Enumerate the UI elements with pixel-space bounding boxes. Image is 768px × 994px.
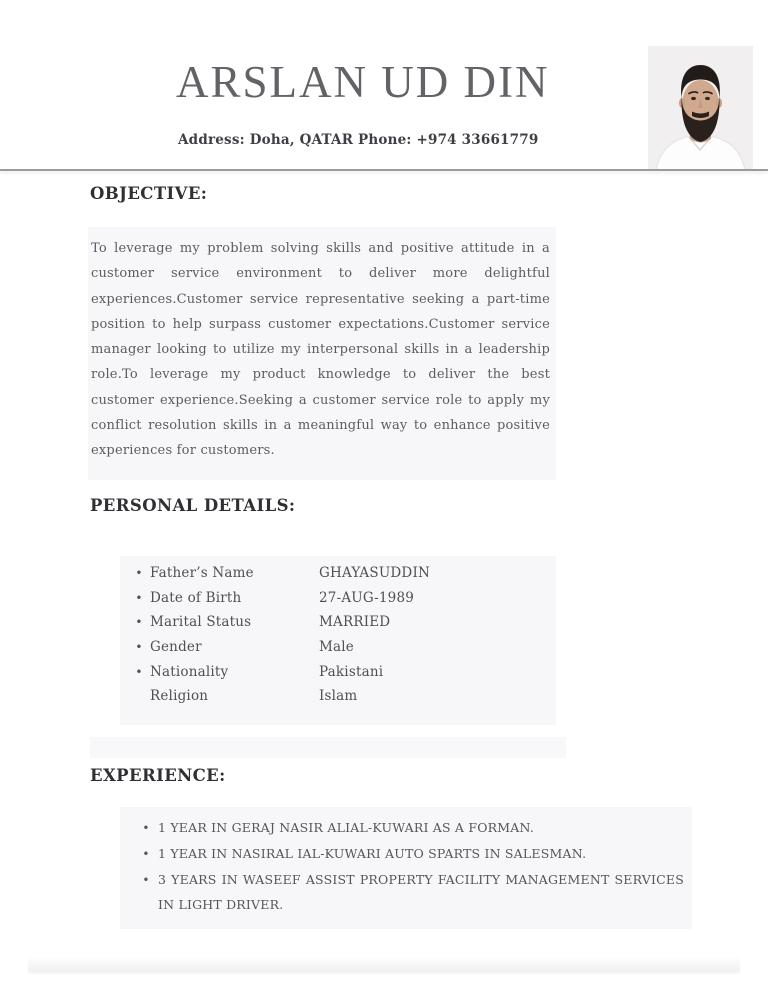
experience-box	[120, 807, 692, 929]
personal-detail-row	[120, 688, 556, 713]
bullet-dot: •	[135, 590, 143, 605]
experience-item	[120, 815, 684, 841]
detail-label: Father’s Name	[150, 565, 254, 581]
personal-details-box	[120, 556, 556, 725]
bullet-dot: •	[135, 640, 143, 655]
personal-detail-row	[120, 565, 556, 590]
personal-detail-row	[120, 639, 556, 664]
section-spacer-bar	[90, 737, 566, 758]
contact-line: Address: Doha, QATAR Phone: +974 33661779	[178, 132, 539, 148]
profile-photo-illustration	[648, 46, 753, 170]
detail-value: Pakistani	[319, 663, 384, 680]
header-divider-line	[0, 169, 768, 171]
objective-paragraph: To leverage my problem solving skills and positive attitude in a customer service environment to deliver more delightful experiences.Customer service representative seeking a part-time position to help surpass customer expectations.Customer service manager looking to utilize my interpersonal skills in a leadership role.To leverage my product knowledge to deliver the best customer experience.Seeking a customer service role to apply my conflict resolution skills in a meaningful way to enhance positive experiences for customers.	[88, 227, 556, 480]
detail-value: GHAYASUDDIN	[319, 565, 430, 581]
bullet-dot: •	[135, 566, 143, 580]
personal-detail-row	[120, 590, 556, 615]
experience-item	[120, 841, 684, 867]
experience-item	[120, 867, 684, 917]
profile-photo	[648, 46, 753, 170]
bullet-dot: •	[142, 873, 150, 887]
detail-label: Date of Birth	[150, 589, 242, 606]
personal-detail-row	[120, 614, 556, 639]
person-name: ARSLAN UD DIN	[176, 57, 550, 107]
detail-label: Nationality	[150, 663, 229, 680]
bullet-dot: •	[135, 615, 143, 630]
detail-label: Religion	[150, 688, 209, 705]
detail-label: Gender	[150, 639, 202, 656]
experience-item-text: 1 YEAR IN GERAJ NASIR ALIAL-KUWARI AS A FORMAN.	[158, 820, 535, 835]
detail-value: Male	[319, 639, 354, 656]
objective-heading: OBJECTIVE:	[90, 184, 208, 203]
bullet-dot: •	[142, 847, 150, 861]
personal-detail-row	[120, 664, 556, 689]
detail-value: MARRIED	[319, 614, 391, 631]
detail-value: Islam	[319, 688, 358, 705]
experience-heading: EXPERIENCE:	[90, 766, 226, 785]
experience-item-text: 3 YEARS IN WASEEF ASSIST PROPERTY FACILITY MANAGEMENT SERVICES IN LIGHT DRIVER.	[158, 872, 684, 912]
bullet-dot: •	[142, 821, 150, 835]
detail-value: 27-AUG-1989	[319, 589, 415, 606]
page-bottom-shadow	[28, 956, 740, 974]
personal-details-heading: PERSONAL DETAILS:	[90, 496, 296, 515]
detail-label: Marital Status	[150, 614, 252, 631]
experience-item-text: 1 YEAR IN NASIRAL IAL-KUWARI AUTO SPARTS IN SALESMAN.	[158, 846, 587, 861]
bullet-dot: •	[135, 664, 143, 679]
